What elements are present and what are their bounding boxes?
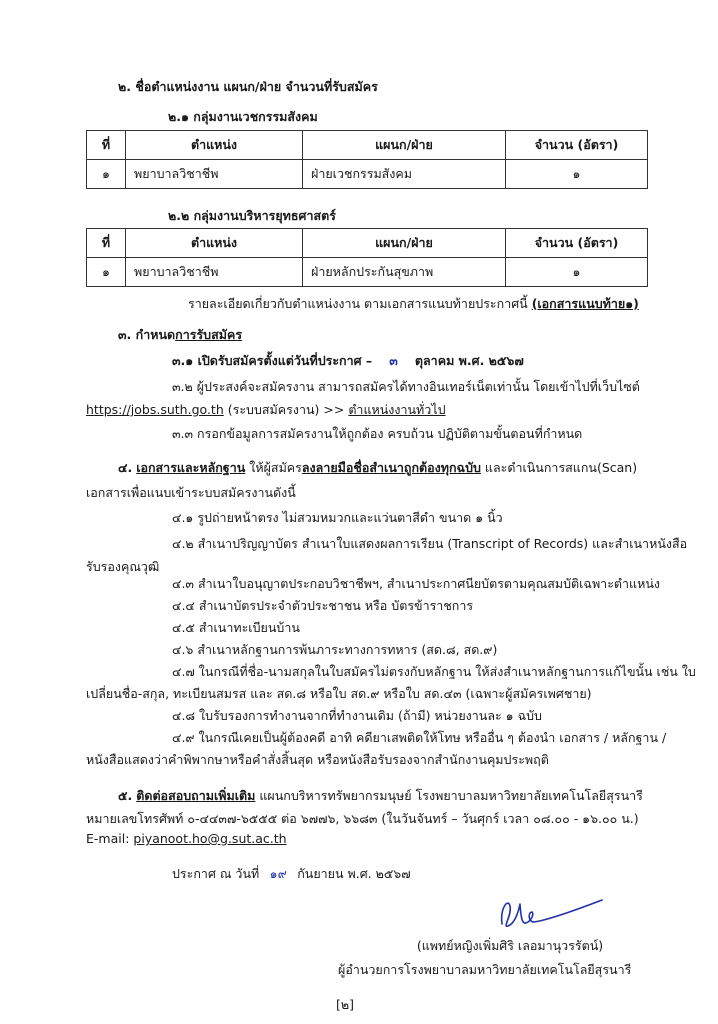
announce-date: [172, 866, 411, 882]
item-3-2-line2: [86, 402, 446, 418]
section-4-text1: ให้ผู้สมัคร: [249, 460, 302, 475]
section-5-phone: หมายเลขโทรศัพท์ ๐-๔๔๓๗-๖๕๕๕ ต่อ ๖๗๗๖, ๖๖๘๓ (ในวันจันทร์ – วันศุกร์ เวลา ๐๘.๐๐ - ๑๖.๐๐ น.): [86, 811, 639, 826]
cell-department: ฝ่ายเวชกรรมสังคม: [303, 160, 506, 189]
announce-day: ๑๙: [269, 866, 287, 881]
item-3-2-mid: (ระบบสมัครงาน) >>: [227, 402, 345, 417]
header-department: แผนก/ฝ่าย: [303, 131, 506, 160]
jobs-website-link[interactable]: https://jobs.suth.go.th: [86, 402, 224, 417]
cell-no: ๑: [87, 258, 126, 287]
section-5-text: แผนกบริหารทรัพยากรมนุษย์ โรงพยาบาลมหาวิทยาลัยเทคโนโลยีสุรนารี: [259, 788, 643, 803]
group-2-title: ๒.๒ กลุ่มงานบริหารยุทธศาสตร์: [168, 208, 336, 223]
section-5-email-line: [86, 831, 287, 847]
header-count: จำนวน (อัตรา): [506, 229, 648, 258]
cell-count: ๑: [506, 160, 648, 189]
item-3-2-line1: ๓.๒ ผู้ประสงค์จะสมัครงาน สามารถสมัครได้ทางอินเทอร์เน็ตเท่านั้น โดยเข้าไปที่เว็บไซต์: [172, 379, 640, 394]
general-positions-link[interactable]: ตำแหน่งงานทั่วไป: [348, 402, 446, 417]
position-table-2: [86, 228, 648, 287]
table-row: [87, 258, 648, 287]
detail-line: [188, 296, 639, 312]
email-link[interactable]: piyanoot.ho@g.sut.ac.th: [133, 831, 287, 846]
section-4-text2: และดำเนินการสแกน(Scan): [484, 460, 638, 475]
position-table-1: [86, 130, 648, 189]
item-4-5: ๔.๕ สำเนาทะเบียนบ้าน: [172, 620, 300, 635]
item-3-1: [172, 353, 524, 369]
item-4-3: ๔.๓ สำเนาใบอนุญาตประกอบวิชาชีพฯ, สำเนาประกาศนียบัตรตามคุณสมบัติเฉพาะตำแหน่ง: [172, 576, 661, 591]
section-2-heading: ๒. ชื่อตำแหน่งงาน แผนก/ฝ่าย จำนวนที่รับสมัคร: [118, 79, 378, 94]
header-count: จำนวน (อัตรา): [506, 131, 648, 160]
item-4-2-cont: รับรองคุณวุฒิ: [86, 559, 160, 574]
item-3-3: ๓.๓ กรอกข้อมูลการสมัครงานให้ถูกต้อง ครบถ้วน ปฏิบัติตามขั้นตอนที่กำหนด: [172, 426, 583, 441]
signer-name: (แพทย์หญิงเพิ่มศิริ เลอมานุวรรัตน์): [416, 938, 604, 953]
item-4-7-cont: เปลี่ยนชื่อ-สกุล, ทะเบียนสมรส และ สด.๘ หรือใบ สด.๙ หรือใบ สด.๔๓ (เฉพาะผู้สมัครเพศชาย): [86, 686, 592, 701]
header-department: แผนก/ฝ่าย: [303, 229, 506, 258]
section-4-bold: ลงลายมือชื่อสำเนาถูกต้องทุกฉบับ: [301, 460, 481, 475]
item-4-2: ๔.๒ สำเนาปริญญาบัตร สำเนาใบแสดงผลการเรียน (Transcript of Records) และสำเนาหนังสือ: [172, 536, 688, 551]
email-label: E-mail:: [86, 831, 130, 846]
signature-icon: [488, 892, 608, 938]
section-5-title: ติดต่อสอบถามเพิ่มเติม: [136, 788, 256, 803]
section-4-title: เอกสารและหลักฐาน: [136, 460, 246, 475]
section-3-underlined: การรับสมัคร: [175, 327, 243, 342]
item-4-9-cont: หนังสือแสดงว่าคำพิพากษาหรือคำสั่งสิ้นสุด หรือหนังสือรับรองจากสำนักงานคุมประพฤติ: [86, 752, 549, 767]
item-3-1-day: ๓: [389, 353, 398, 368]
item-3-1-text: ๓.๑ เปิดรับสมัครตั้งแต่วันที่ประกาศ –: [172, 353, 373, 368]
detail-text: รายละเอียดเกี่ยวกับตำแหน่งงาน ตามเอกสารแนบท้ายประกาศนี้: [188, 296, 528, 311]
table-row: [87, 160, 648, 189]
section-4-line2: เอกสารเพื่อแนบเข้าระบบสมัครงานดังนี้: [86, 485, 296, 500]
attachment-link[interactable]: (เอกสารแนบท้าย๑): [531, 296, 639, 311]
cell-count: ๑: [506, 258, 648, 287]
cell-position: พยาบาลวิชาชีพ: [126, 160, 303, 189]
item-4-6: ๔.๖ สำเนาหลักฐานการพ้นภาระทางการทหาร (สด.๘, สด.๙): [172, 642, 498, 657]
item-4-1: ๔.๑ รูปถ่ายหน้าตรง ไม่สวมหมวกและแว่นตาสีดำ ขนาด ๑ นิ้ว: [172, 510, 503, 525]
item-4-8: ๔.๘ ใบรับรองการทำงานจากที่ทำงานเดิม (ถ้ามี) หน่วยงานละ ๑ ฉบับ: [172, 708, 542, 723]
group-1-title: ๒.๑ กลุ่มงานเวชกรรมสังคม: [168, 109, 318, 124]
section-5-num: ๕.: [118, 788, 133, 803]
item-4-9: ๔.๙ ในกรณีเคยเป็นผู้ต้องคดี อาทิ คดียาเสพติดให้โทษ หรืออื่น ๆ ต้องนำ เอกสาร / หลักฐาน /: [172, 730, 667, 745]
header-position: ตำแหน่ง: [126, 229, 303, 258]
header-no: ที่: [87, 229, 126, 258]
section-4-heading: [118, 460, 637, 476]
item-3-1-tail: ตุลาคม พ.ศ. ๒๕๖๗: [414, 353, 524, 368]
header-no: ที่: [87, 131, 126, 160]
section-4-num: ๔.: [118, 460, 133, 475]
header-position: ตำแหน่ง: [126, 131, 303, 160]
cell-position: พยาบาลวิชาชีพ: [126, 258, 303, 287]
signer-title: ผู้อำนวยการโรงพยาบาลมหาวิทยาลัยเทคโนโลยีสุรนารี: [338, 962, 632, 977]
cell-department: ฝ่ายหลักประกันสุขภาพ: [303, 258, 506, 287]
section-5-heading: [118, 788, 643, 804]
item-4-7: ๔.๗ ในกรณีที่ชื่อ-นามสกุลในใบสมัครไม่ตรงกับหลักฐาน ให้ส่งสำเนาหลักฐานการแก้ไขนั้น เช่น ใบ: [172, 664, 696, 679]
announce-prefix: ประกาศ ณ วันที่: [172, 866, 260, 881]
cell-no: ๑: [87, 160, 126, 189]
announce-tail: กันยายน พ.ศ. ๒๕๖๗: [297, 866, 411, 881]
page-number: [๒]: [336, 997, 354, 1012]
section-3-prefix: ๓. กำหนด: [118, 327, 176, 342]
item-4-4: ๔.๔ สำเนาบัตรประจำตัวประชาชน หรือ บัตรข้าราชการ: [172, 598, 474, 613]
section-3-heading: [118, 327, 242, 343]
